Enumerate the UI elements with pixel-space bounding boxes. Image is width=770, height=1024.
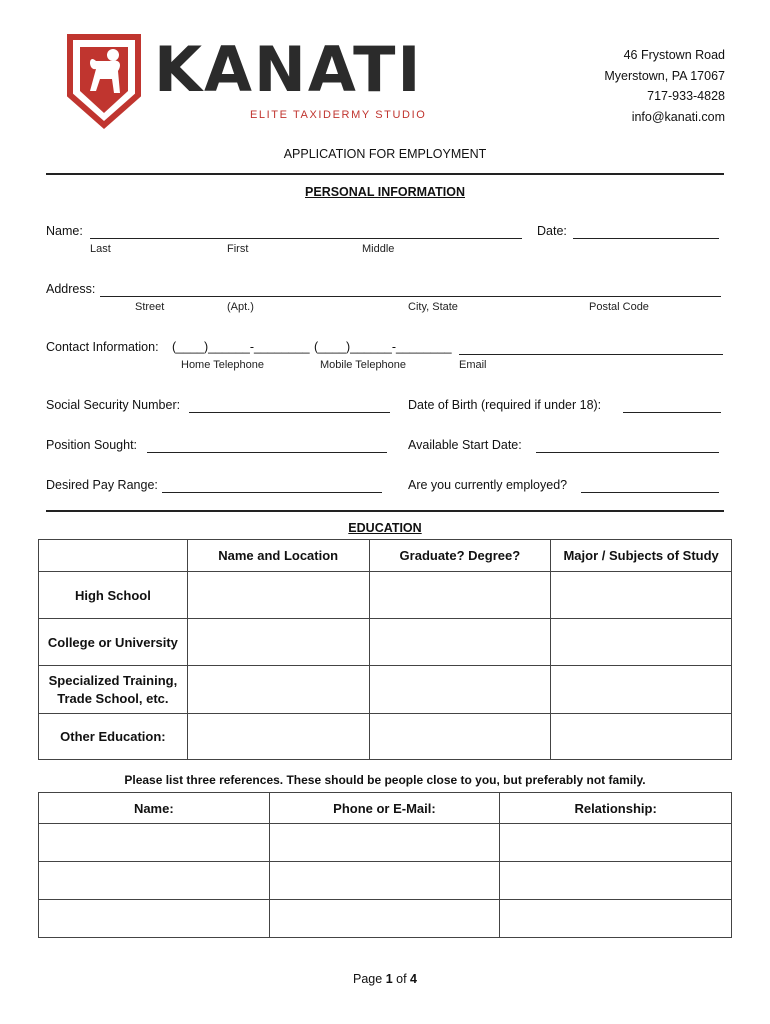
dob-field[interactable] (623, 412, 721, 413)
start-date-label: Available Start Date: (408, 438, 522, 452)
form-title: APPLICATION FOR EMPLOYMENT (283, 147, 487, 161)
row-other-education: Other Education: (39, 714, 188, 760)
email-sublabel: Email (459, 359, 487, 371)
row-college: College or University (39, 619, 188, 666)
city-state-sublabel: City, State (408, 301, 458, 313)
cell-input[interactable] (369, 666, 551, 714)
table-row (39, 900, 732, 938)
col-ref-phone-email: Phone or E-Mail: (269, 793, 500, 824)
contact-street: 46 Frystown Road (623, 48, 725, 62)
ssn-field[interactable] (189, 412, 390, 413)
cell-input[interactable] (500, 900, 732, 938)
cell-input[interactable] (369, 619, 551, 666)
education-table (38, 539, 732, 760)
table-row (39, 540, 732, 572)
cell-input[interactable] (551, 666, 732, 714)
cell-input[interactable] (500, 862, 732, 900)
address-field[interactable] (100, 296, 721, 297)
employed-label: Are you currently employed? (408, 478, 568, 492)
home-sublabel: Home Telephone (181, 359, 264, 371)
education-corner-cell (39, 540, 188, 572)
date-field[interactable] (573, 238, 719, 239)
cell-input[interactable] (551, 572, 732, 619)
personal-heading: PERSONAL INFORMATION (305, 185, 465, 199)
cell-input[interactable] (269, 824, 500, 862)
cell-input[interactable] (187, 572, 369, 619)
table-row (39, 793, 732, 824)
cell-input[interactable] (269, 862, 500, 900)
pay-field[interactable] (162, 492, 382, 493)
company-contact (604, 45, 725, 127)
brand-name: KANATI (154, 33, 423, 106)
contact-email[interactable]: info@kanati.com (631, 109, 725, 124)
page-prefix: Page (353, 972, 386, 986)
dob-label: Date of Birth (required if under 18): (408, 398, 602, 412)
page-of: of (392, 972, 411, 986)
email-field[interactable] (459, 354, 723, 355)
col-ref-name: Name: (39, 793, 270, 824)
row-specialized-line1: Specialized Training, (48, 672, 178, 688)
col-graduate-degree: Graduate? Degree? (369, 540, 551, 572)
ssn-label: Social Security Number: (46, 398, 181, 412)
section-rule (46, 510, 724, 512)
title-rule (46, 173, 724, 175)
page-number (0, 972, 770, 986)
contact-label: Contact Information: (46, 340, 159, 354)
row-specialized-line2: Trade School, etc. (57, 690, 169, 706)
address-label: Address: (46, 282, 96, 296)
cell-input[interactable] (551, 619, 732, 666)
cell-input[interactable] (39, 824, 270, 862)
postal-sublabel: Postal Code (589, 301, 649, 313)
col-name-location: Name and Location (187, 540, 369, 572)
table-row (39, 666, 732, 714)
cell-input[interactable] (369, 572, 551, 619)
cell-input[interactable] (39, 900, 270, 938)
street-sublabel: Street (135, 301, 165, 313)
col-ref-relationship: Relationship: (500, 793, 732, 824)
middle-sublabel: Middle (362, 243, 395, 255)
cell-input[interactable] (500, 824, 732, 862)
employed-field[interactable] (581, 492, 719, 493)
page-current: 1 (385, 972, 393, 986)
cell-input[interactable] (187, 666, 369, 714)
cell-input[interactable] (269, 900, 500, 938)
home-phone-field[interactable]: (____)______-________ (172, 340, 310, 354)
page-total: 4 (410, 972, 417, 986)
references-table (38, 792, 732, 938)
position-label: Position Sought: (46, 438, 138, 452)
cell-input[interactable] (369, 714, 551, 760)
cell-input[interactable] (39, 862, 270, 900)
table-row (39, 619, 732, 666)
apt-sublabel: (Apt.) (227, 301, 254, 313)
col-major-subjects: Major / Subjects of Study (551, 540, 732, 572)
education-heading: EDUCATION (348, 521, 422, 535)
contact-city: Myerstown, PA 17067 (604, 68, 725, 83)
table-row (39, 862, 732, 900)
name-label: Name: (46, 224, 83, 238)
name-field[interactable] (90, 238, 522, 239)
date-label: Date: (537, 224, 567, 238)
row-specialized-training (39, 666, 188, 714)
position-field[interactable] (147, 452, 387, 453)
pay-label: Desired Pay Range: (46, 478, 158, 492)
contact-phone: 717-933-4828 (647, 89, 725, 103)
start-date-field[interactable] (536, 452, 719, 453)
brand-tagline: ELITE TAXIDERMY STUDIO (250, 109, 427, 121)
company-logo (66, 31, 426, 131)
cell-input[interactable] (187, 714, 369, 760)
row-high-school: High School (39, 572, 188, 619)
mobile-sublabel: Mobile Telephone (320, 359, 407, 371)
mobile-phone-field[interactable]: (____)______-________ (314, 340, 452, 354)
table-row (39, 572, 732, 619)
cell-input[interactable] (551, 714, 732, 760)
cell-input[interactable] (187, 619, 369, 666)
first-sublabel: First (227, 243, 249, 255)
table-row (39, 824, 732, 862)
references-note: Please list three references. These should be people close to you, but preferably not family. (124, 773, 646, 787)
table-row (39, 714, 732, 760)
last-sublabel: Last (90, 243, 111, 255)
ram-shield-icon (66, 31, 142, 129)
